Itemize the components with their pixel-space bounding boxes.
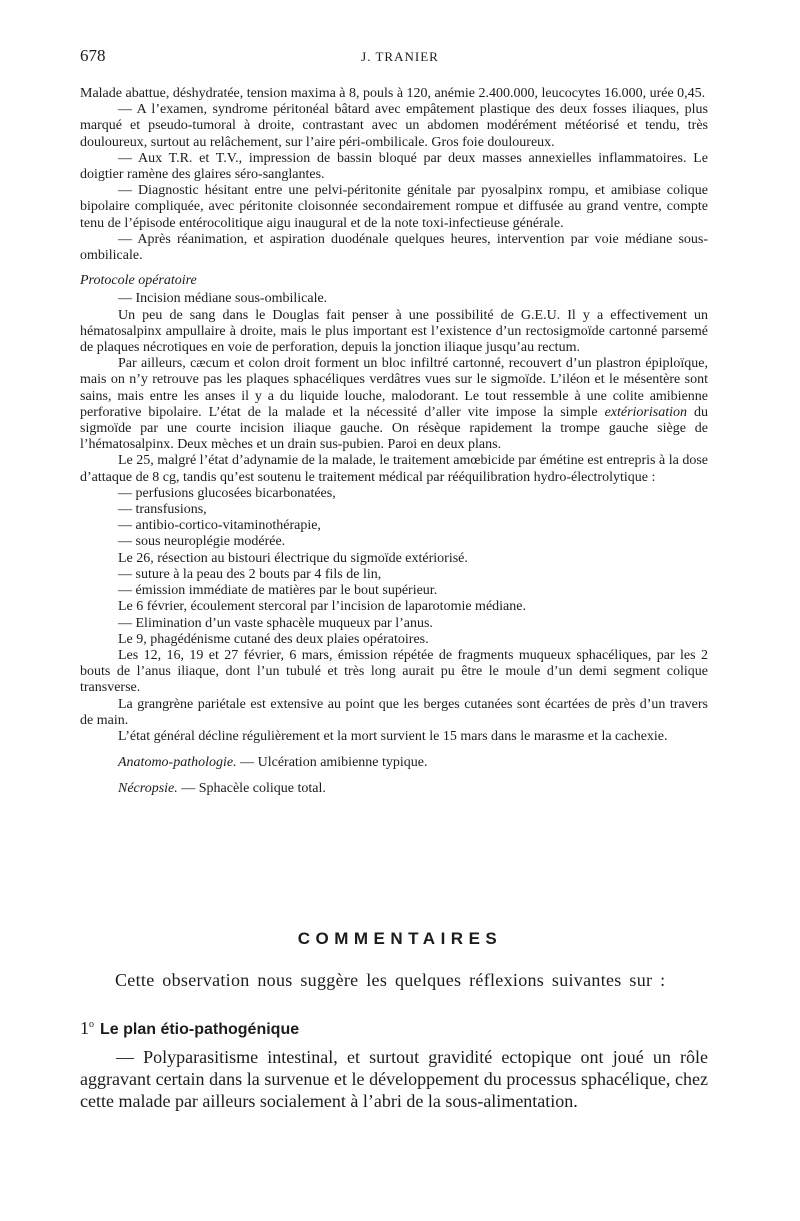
- commentary-paragraph: — Polyparasitisme intestinal, et surtout gravidité ectopique ont joué un rôle aggravant certain dans la survenue et le développement du processus sphacélique, chez cette malade par ailleurs socialement à l’abri de la sous-alimentation.: [80, 1047, 708, 1111]
- list-item: — transfusions,: [118, 502, 207, 518]
- anatomo-text: — Ulcération amibienne typique.: [236, 755, 428, 771]
- protocol-text: Par ailleurs, cæcum et colon droit forment un bloc infiltré cartonné, recouvert d’un plastron épiploïque, mais on n’y retrouve pas les plaques sphacéliques verdâtres vues sur le sigmoïde. L’iléon et le mésentère sont sains, mais entre les anses il y a du liquide louche, malodorant. Le tout ressemble à une colite amibienne perforative bipolaire. L’état de la malade et la nécessité d’aller vite impose la simple: [80, 356, 708, 420]
- list-item: — perfusions glucosées bicarbonatées,: [118, 485, 336, 501]
- necropsy-label: Nécropsie.: [118, 781, 178, 797]
- case-observation-text: [80, 86, 708, 798]
- protocol-italic-term: extériorisation: [604, 404, 687, 420]
- observation-paragraph: — Aux T.R. et T.V., impression de bassin bloqué par deux masses annexielles inflammatoires. Le doigtier ramène des glaires séro-sanglantes.: [80, 150, 708, 183]
- list-item: — émission immédiate de matières par le bout supérieur.: [118, 583, 438, 599]
- protocol-paragraph: Les 12, 16, 19 et 27 février, 6 mars, émission répétée de fragments muqueux sphacéliques, par les 2 bouts de l’anus iliaque, dont l’un tubulé et très long aurait pu être le moule d’un demi segment colique transverse.: [80, 647, 708, 696]
- protocol-paragraph: L’état général décline régulièrement et la mort survient le 15 mars dans le marasme et la cachexie.: [118, 728, 668, 744]
- protocol-paragraph: Le 26, résection au bistouri électrique du sigmoïde extériorisé.: [118, 550, 468, 566]
- page-header: [80, 46, 720, 70]
- protocol-paragraph: Le 25, malgré l’état d’adynamie de la malade, le traitement amœbicide par émétine est entrepris à la dose d’attaque de 8 cg, tandis qu’est soutenu le traitement médical par rééquilibration hydro-électrolytique :: [80, 453, 708, 485]
- anatomo-pathology-line: [80, 755, 708, 771]
- section-heading: COMMENTAIRES: [297, 929, 503, 948]
- protocol-paragraph: La grangrène pariétale est extensive au point que les berges cutanées sont écartées de près d’un travers de main.: [80, 696, 708, 728]
- subsection-title: Le plan étio-pathogénique: [100, 1021, 300, 1038]
- protocol-paragraph: Le 9, phagédénisme cutané des deux plaies opératoires.: [118, 631, 429, 647]
- observation-paragraph: — A l’examen, syndrome péritonéal bâtard avec empâtement plastique des deux fosses iliaques, plus marqué et pseudo-tumoral à droite, contrastant avec un abdomen modérément météorisé et tendu, très douloureux, surtout au relâchement, sur l’aire péri-ombilicale. Gros foie douloureux.: [80, 102, 708, 150]
- protocol-paragraph: Un peu de sang dans le Douglas fait penser à une possibilité de G.E.U. Il y a effectivement un hématosalpinx ampullaire à droite, mais le plus important est l’existence d’un rectosigmoïde cartonné parsemé de plaques nécrotiques en voie de perforation, depuis la jonction iliaque jusqu’au rectum.: [80, 307, 708, 356]
- page-number: 678: [80, 46, 106, 65]
- protocol-paragraph: Le 6 février, écoulement stercoral par l’incision de laparotomie médiane.: [118, 599, 526, 615]
- protocol-text: du sigmoïde par une courte incision iliaque gauche. On résèque rapidement la trompe gauche siège de l’hématosalpinx. Deux mèches et un drain sus-pubien. Paroi en deux plans.: [80, 404, 708, 453]
- list-item: — Elimination d’un vaste sphacèle muqueux par l’anus.: [118, 615, 433, 631]
- necropsy-text: — Sphacèle colique total.: [177, 781, 326, 797]
- commentary-text: [80, 1046, 708, 1112]
- observation-paragraph: — Après réanimation, et aspiration duodénale quelques heures, intervention par voie médiane sous-ombilicale.: [80, 231, 708, 264]
- anatomo-label: Anatomo-pathologie.: [118, 755, 237, 771]
- protocol-heading: Protocole opératoire: [80, 273, 197, 289]
- list-item: — antibio-cortico-vitaminothérapie,: [118, 518, 321, 534]
- list-item: — suture à la peau des 2 bouts par 4 fils de lin,: [118, 566, 382, 582]
- observation-paragraph: Malade abattue, déshydratée, tension maxima à 8, pouls à 120, anémie 2.400.000, leucocytes 16.000, urée 0,45.: [80, 86, 706, 101]
- protocol-paragraph: — Incision médiane sous-ombilicale.: [118, 291, 328, 307]
- subsection-number: 1$^o$: [80, 1018, 94, 1038]
- protocol-paragraph: [80, 356, 708, 453]
- subsection-heading: [80, 1018, 299, 1039]
- observation-paragraph: — Diagnostic hésitant entre une pelvi-péritonite génitale par pyosalpinx rompu, et amibiase colique bipolaire compliquée, avec péritonite cloisonnée secondairement rompue et diffusée au grand ventre, compte tenu de l’épisode entérocolitique aigu inaugural et de la note toxi-infectieuse générale.: [80, 183, 708, 231]
- list-item: — sous neuroplégie modérée.: [118, 534, 286, 550]
- running-title: J. TRANIER: [361, 49, 439, 64]
- necropsy-line: [80, 781, 708, 797]
- commentary-intro: Cette observation nous suggère les quelques réflexions suivantes sur :: [115, 970, 666, 990]
